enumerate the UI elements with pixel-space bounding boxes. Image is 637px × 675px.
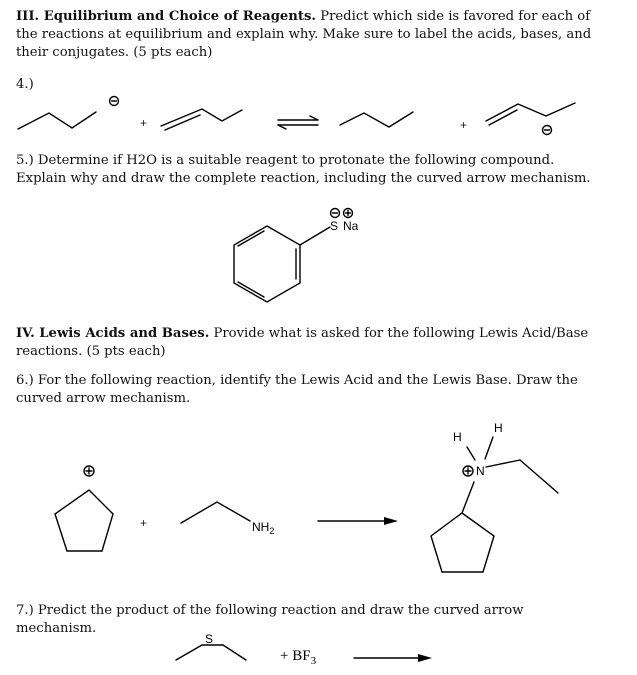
q6-cyclopentyl-cation xyxy=(55,466,113,551)
q4-plus-2: + xyxy=(460,118,468,132)
equilibrium-arrow xyxy=(278,116,318,129)
q5-benzene-ring xyxy=(234,226,330,302)
q6-reaction-arrow xyxy=(318,517,398,525)
q6-ethylamine xyxy=(181,502,250,523)
section-4-heading: IV. Lewis Acids and Bases. xyxy=(16,326,210,341)
q4-alkene-left xyxy=(161,109,242,130)
q7-s-label: S xyxy=(205,632,214,646)
q5-na-label: Na xyxy=(343,219,359,233)
q4-plus-1: + xyxy=(140,116,148,130)
q6-h-label-1: H xyxy=(453,430,462,444)
q6-nh2-label: $NH_2$ xyxy=(252,520,275,536)
section-4-text: Provide what is asked for the following Lewis Acid/Base reactions. (5 pts each) xyxy=(16,326,589,359)
q4-anion-left xyxy=(18,97,119,130)
q7-sulfide xyxy=(176,645,246,660)
q6-n-label: N xyxy=(476,464,485,478)
q5-s-label: S xyxy=(330,219,339,233)
question-5-text: 5.) Determine if H2O is a suitable reagent to protonate the following compound. Explain why and draw the complete reaction, including the curved arrow mechanism. xyxy=(16,153,591,186)
q7-reagent-bf3: + $BF_3$ xyxy=(280,648,317,667)
q6-plus-sign: + xyxy=(140,516,148,530)
question-6-text: 6.) For the following reaction, identify the Lewis Acid and the Lewis Base. Draw the curved arrow mechanism. xyxy=(16,373,578,406)
q6-product xyxy=(431,437,558,572)
q4-alkane-right xyxy=(340,112,413,127)
q7-reaction-arrow xyxy=(354,654,432,662)
q6-h-label-2: H xyxy=(494,421,503,435)
section-3-heading: III. Equilibrium and Choice of Reagents. xyxy=(16,9,316,24)
q4-anion-right xyxy=(486,103,575,135)
question-7-text: 7.) Predict the product of the following reaction and draw the curved arrow mechanism. xyxy=(16,603,524,636)
section-3-text: Predict which side is favored for each of the reactions at equilibrium and explain why. Make sure to label the acids, bases, and their conjugates. (5 pts each) xyxy=(16,9,592,60)
question-4-number: 4.) xyxy=(16,77,34,92)
